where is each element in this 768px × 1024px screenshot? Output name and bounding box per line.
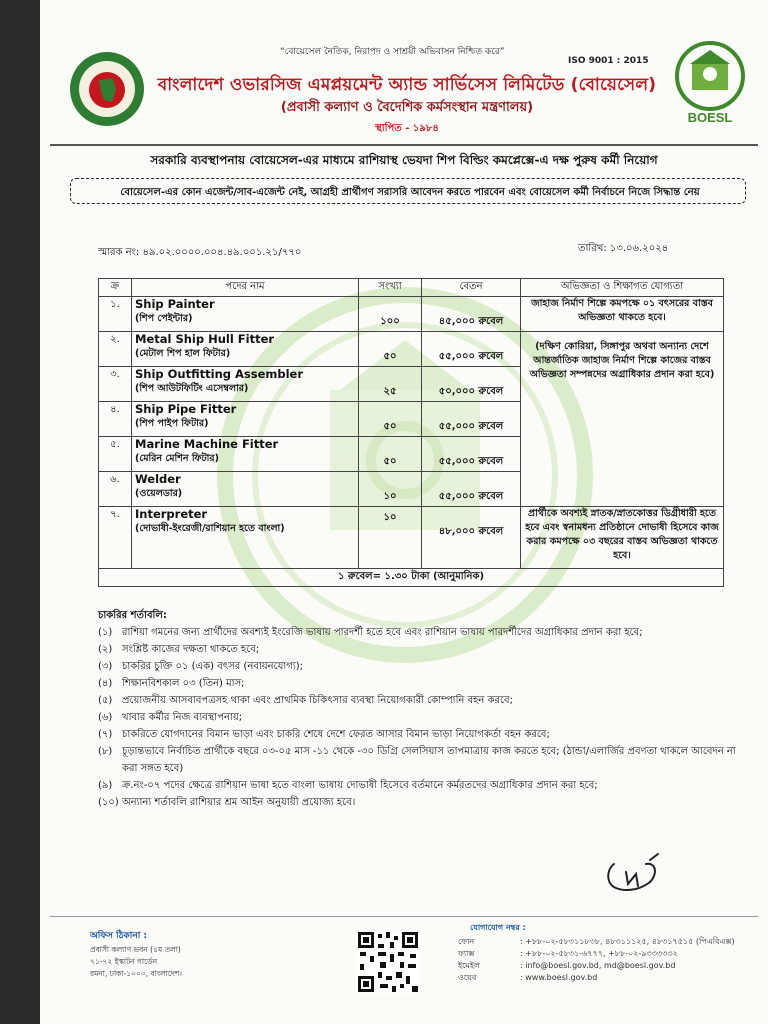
position-count: ১০ bbox=[359, 472, 422, 507]
contact-email bbox=[458, 960, 735, 972]
qr-code-icon bbox=[356, 930, 420, 994]
table-header-row bbox=[99, 279, 724, 297]
job-positions-table bbox=[98, 278, 724, 587]
bangladesh-govt-seal-icon bbox=[68, 50, 146, 128]
condition-text: প্রয়োজনীয় আসবাবপত্রসহ থাকা এবং প্রাথমিক চিকিৎসার ব্যবস্থা নিয়োগকারী কোম্পানি বহন করবে; bbox=[122, 695, 513, 706]
boesl-logo-text: BOESL bbox=[687, 110, 733, 125]
position-salary: ৫৫,০০০ রুবেল bbox=[422, 472, 521, 507]
position-salary: ৫৫,০০০ রুবেল bbox=[422, 402, 521, 437]
position-english: Interpreter bbox=[135, 507, 208, 521]
position-bangla: (মেটাল শিপ হাল ফিটার) bbox=[135, 348, 231, 359]
condition-text: চাকরির চুক্তি ০১ (এক) বৎসর (নবায়নযোগ্য); bbox=[122, 661, 304, 672]
list-item bbox=[98, 709, 738, 726]
row-serial: ৬. bbox=[99, 472, 132, 507]
contact-label: ফ্যাক্স bbox=[458, 949, 475, 958]
contact-label: ওয়েব bbox=[458, 973, 477, 982]
position-cell bbox=[132, 297, 359, 332]
document-content bbox=[40, 0, 768, 1024]
position-cell bbox=[132, 472, 359, 507]
exchange-rate: ১ রুবেল= ১.৩০ টাকা (আনুমানিক) bbox=[99, 569, 724, 587]
row-serial: ৪. bbox=[99, 402, 132, 437]
position-cell bbox=[132, 507, 359, 569]
header-position: পদের নাম bbox=[132, 279, 359, 297]
position-english: Ship Outfitting Assembler bbox=[135, 367, 304, 381]
address-line: রমনা, ঢাকা-১০০০, বাংলাদেশ। bbox=[90, 969, 182, 978]
position-salary: ৪৫,০০০ রুবেল bbox=[422, 297, 521, 332]
footer-divider bbox=[50, 916, 758, 917]
row-serial: ৫. bbox=[99, 437, 132, 472]
condition-number: (৪) bbox=[98, 678, 113, 689]
condition-number: (১) bbox=[98, 627, 113, 638]
list-item bbox=[98, 641, 738, 658]
condition-text: চাকরিতে যোগদানের বিমান ভাড়া এবং চাকরি শেষে দেশে ফেরত আসার বিমান ভাড়া নিয়োগকর্তা বহন করবে; bbox=[122, 729, 550, 740]
condition-number: (৮) bbox=[98, 746, 113, 757]
condition-number: (১০) bbox=[98, 797, 119, 808]
conditions-title: চাকরির শর্তাবলি: bbox=[98, 610, 167, 621]
contact-list bbox=[458, 936, 735, 984]
contact-value: : info@boesl.gov.bd, md@boesl.gov.bd bbox=[520, 961, 676, 970]
position-english: Ship Painter bbox=[135, 297, 215, 311]
issue-date: তারিখ: ১৩.০৬.২০২৪ bbox=[578, 243, 669, 254]
contact-phone bbox=[458, 936, 735, 948]
condition-number: (৯) bbox=[98, 780, 113, 791]
row-serial: ৩. bbox=[99, 367, 132, 402]
position-count: ১০০ bbox=[359, 297, 422, 332]
contact-web bbox=[458, 972, 735, 984]
address-title: অফিস ঠিকানা : bbox=[90, 931, 148, 941]
position-cell bbox=[132, 367, 359, 402]
position-english: Marine Machine Fitter bbox=[135, 437, 279, 451]
table-row bbox=[99, 297, 724, 332]
memo-number: স্মারক নং: ৪৯.০২.০০০০.০০৪.৪৯.০০১.২১/৭৭০ bbox=[98, 247, 302, 258]
position-count: ৫০ bbox=[359, 437, 422, 472]
row-serial: ১. bbox=[99, 297, 132, 332]
position-count: ১০ bbox=[359, 507, 422, 569]
iso-certification: ISO 9001 : 2015 bbox=[568, 56, 649, 66]
contact-fax bbox=[458, 948, 735, 960]
address-line: ৭১-৭২ ইস্কাটন গার্ডেন bbox=[90, 957, 158, 966]
list-item bbox=[98, 743, 738, 777]
condition-number: (৭) bbox=[98, 729, 113, 740]
position-salary: ৫৫,০০০ রুবেল bbox=[422, 437, 521, 472]
header-count: সংখ্যা bbox=[359, 279, 422, 297]
condition-text: ক্র.নং-০৭ পদের ক্ষেত্রে রাশিয়ান ভাষা হতে বাংলা ভাষায় দোভাষী হিসেবে বর্তমানে কর্মরতদের অগ্রাধিকার প্রদান করা হবে; bbox=[122, 780, 598, 791]
position-salary: ৫৫,০০০ রুবেল bbox=[422, 332, 521, 367]
list-item bbox=[98, 777, 738, 794]
position-count: ৫০ bbox=[359, 332, 422, 367]
list-item bbox=[98, 624, 738, 641]
table-row bbox=[99, 332, 724, 367]
condition-number: (২) bbox=[98, 644, 113, 655]
condition-number: (৫) bbox=[98, 695, 113, 706]
list-item bbox=[98, 675, 738, 692]
list-item bbox=[98, 726, 738, 743]
contact-label: ফোন bbox=[458, 937, 475, 946]
signature-mark bbox=[600, 850, 670, 896]
address-line: প্রবাসী কল্যাণ ভবন (৫ম তলা) bbox=[90, 945, 181, 954]
position-bangla: (শিপ আউটফিটিং এসেম্বলার) bbox=[135, 383, 249, 394]
header-salary: বেতন bbox=[422, 279, 521, 297]
contact-value: : +৮৮-০২-৫৮৩১-৬৭৭৭, +৮৮-০২-৯৩৩৩৩৩২ bbox=[520, 949, 678, 958]
condition-number: (৩) bbox=[98, 661, 113, 672]
exchange-rate-row bbox=[99, 569, 724, 587]
contact-value: : +৮৮-০২-৫৮৩১১৮৩৮, ৪৮৩১১১২৫, ৪৮৩১৭৫১৫ (পিএবিএক্স) bbox=[520, 937, 735, 946]
header-divider bbox=[50, 144, 758, 146]
list-item bbox=[98, 658, 738, 675]
office-address bbox=[90, 944, 182, 980]
ministry-name: (প্রবাসী কল্যাণ ও বৈদেশিক কর্মসংস্থান মন্ত্রণালয়) bbox=[280, 100, 534, 115]
position-bangla: (শিপ পাইপ ফিটার) bbox=[135, 418, 209, 429]
table-row bbox=[99, 507, 724, 569]
organization-name: বাংলাদেশ ওভারসিজ এমপ্লয়মেন্ট অ্যান্ড সার্ভিসেস লিমিটেড (বোয়েসেল) bbox=[157, 75, 657, 95]
position-salary: ৪৮,০০০ রুবেল bbox=[422, 507, 521, 569]
contact-title: যোগাযোগ নম্বর : bbox=[470, 923, 526, 932]
position-english: Ship Pipe Fitter bbox=[135, 402, 237, 416]
qualification-interpreter: প্রার্থীকে অবশ্যই স্নাতক/স্নাতকোত্তর ডিগ্রীধারী হতে হবে এবং স্বনামধন্য প্রতিষ্ঠানে দোভাষী হিসেবে কাজ করার কমপক্ষে ০৩ বছরের বাস্তব অভিজ্ঞতা থাকতে হবে। bbox=[521, 507, 724, 569]
position-count: ৫০ bbox=[359, 402, 422, 437]
condition-number: (৬) bbox=[98, 712, 113, 723]
header-qualification: অভিজ্ঞতা ও শিক্ষাগত যোগ্যতা bbox=[521, 279, 724, 297]
position-english: Metal Ship Hull Fitter bbox=[135, 332, 275, 346]
header-serial: ক্র bbox=[99, 279, 132, 297]
position-cell bbox=[132, 402, 359, 437]
conditions-list bbox=[98, 624, 738, 811]
boesl-logo-icon bbox=[670, 40, 750, 126]
position-bangla: (দোভাষী-ইংরেজী/রাশিয়ান হতে বাংলা) bbox=[135, 523, 285, 534]
qualification-main: জাহাজ নির্মাণ শিল্পে কমপক্ষে ০১ বৎসরের বাস্তব অভিজ্ঞতা থাকতে হবে। bbox=[521, 297, 724, 332]
position-salary: ৫০,০০০ রুবেল bbox=[422, 367, 521, 402]
position-bangla: (মেরিন মেশিন ফিটার) bbox=[135, 453, 219, 464]
position-count: ২৫ bbox=[359, 367, 422, 402]
recruitment-headline: সরকারি ব্যবস্থাপনায় বোয়েসেল-এর মাধ্যমে রাশিয়াস্থ ভেযদা শিপ বিল্ডিং কমপ্লেক্সে-এ দক্ষ পুরুষ কর্মী নিয়োগ bbox=[150, 153, 658, 167]
condition-text: খাবার কর্মীর নিজ ব্যবস্থাপনায়; bbox=[122, 712, 243, 723]
condition-text: শিক্ষানবিশকাল ০৩ (তিন) মাস; bbox=[122, 678, 245, 689]
condition-text: সংশ্লিষ্ট কাজের দক্ষতা থাকতে হবে; bbox=[122, 644, 260, 655]
position-bangla: (ওয়েলডার) bbox=[135, 488, 183, 499]
contact-label: ইমেইল bbox=[458, 961, 480, 970]
row-serial: ২. bbox=[99, 332, 132, 367]
notice-text: বোয়েসেল-এর কোন এজেন্ট/সাব-এজেন্ট নেই, আগ্রহী প্রার্থীগণ সরাসরি আবেদন করতে পারবেন এবং বোয়েসেল কর্মী নির্বাচনে নিজে সিদ্ধান্ত নেয় bbox=[120, 187, 700, 198]
position-cell bbox=[132, 332, 359, 367]
position-english: Welder bbox=[135, 472, 181, 486]
list-item bbox=[98, 692, 738, 709]
position-cell bbox=[132, 437, 359, 472]
list-item bbox=[98, 794, 738, 811]
established-year: স্থাপিত - ১৯৮৪ bbox=[375, 123, 439, 134]
contact-value: : www.boesl.gov.bd bbox=[520, 973, 598, 982]
document-page bbox=[40, 0, 768, 1024]
condition-text: অন্যান্য শর্তাবলি রাশিয়ার শ্রম আইন অনুযায়ী প্রযোজ্য হবে। bbox=[122, 797, 356, 808]
condition-text: চূড়ান্তভাবে নির্বাচিত প্রার্থীকে বছরে ০৩-০৫ মাস -১১ থেকে -৩০ ডিগ্রি সেলসিয়াস তাপমাত্রায় কাজ করতে হবে; (ঠান্ডা/এলার্জির প্রবণতা থাকলে আবেদন না করা সঙ্গত হবে) bbox=[122, 746, 736, 774]
row-serial: ৭. bbox=[99, 507, 132, 569]
position-bangla: (শিপ পেইন্টার) bbox=[135, 313, 193, 324]
condition-text: রাশিয়া গমনের জন্য প্রার্থীদের অবশ্যই ইংরেজি ভাষায় পারদর্শী হতে হবে এবং রাশিয়ান ভাষায় পারদর্শীদের অগ্রাধিকার প্রদান করা হবে; bbox=[122, 627, 643, 638]
motto-text: “বোয়েসেল নৈতিক, নিরাপদ ও সাশ্রয়ী অভিবাসন নিশ্চিত করে” bbox=[280, 47, 505, 57]
qualification-preference: (দক্ষিণ কোরিয়া, সিঙ্গাপুর অথবা অন্যান্য দেশে আন্তর্জাতিক জাহাজ নির্মাণ শিল্পে কাজের বাস্তব অভিজ্ঞতা সম্পন্নদের অগ্রাধিকার প্রদান করা হবে) bbox=[521, 332, 724, 507]
